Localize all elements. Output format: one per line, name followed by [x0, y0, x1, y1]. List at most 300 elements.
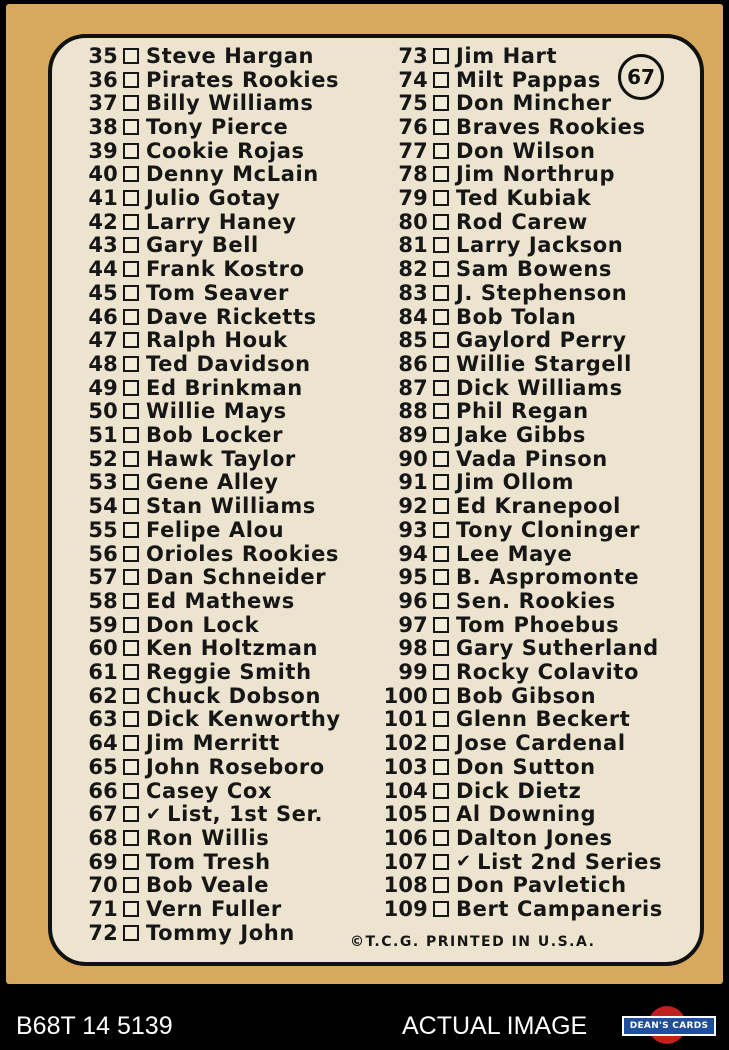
card-number: 72	[88, 920, 118, 945]
player-name: Rocky Colavito	[456, 660, 639, 685]
copyright-line: ©T.C.G. PRINTED IN U.S.A.	[350, 934, 596, 950]
card-number: 48	[88, 351, 118, 376]
player-name: Phil Regan	[456, 399, 589, 424]
checkbox[interactable]	[123, 261, 139, 277]
check-mark-icon: ✔	[146, 803, 162, 825]
card-number: 83	[398, 280, 428, 305]
player-name: Stan Williams	[146, 494, 316, 519]
card-number: 85	[398, 328, 428, 353]
player-name: Don Wilson	[456, 138, 596, 163]
checklist-item	[82, 257, 305, 281]
player-name: Braves Rookies	[456, 114, 646, 139]
player-name: Willie Mays	[146, 399, 287, 424]
checklist-item	[378, 850, 662, 874]
player-name: Ed Kranepool	[456, 494, 621, 519]
card-number: 77	[398, 138, 428, 163]
card-number: 81	[398, 233, 428, 258]
checklist-item	[378, 637, 659, 661]
player-name: Steve Hargan	[146, 43, 315, 68]
card-number: 78	[398, 162, 428, 187]
checklist-item	[378, 115, 646, 139]
card-number: 41	[88, 186, 118, 211]
card-number-badge: 67	[618, 54, 664, 100]
card-number: 103	[383, 754, 428, 779]
checkbox[interactable]	[123, 119, 139, 135]
player-name: Don Lock	[146, 612, 260, 637]
checkbox[interactable]	[433, 830, 449, 846]
player-name: Bob Veale	[146, 873, 270, 898]
checklist-item	[82, 637, 318, 661]
checkbox[interactable]	[433, 901, 449, 917]
checklist-item	[82, 447, 296, 471]
card-number: 95	[398, 565, 428, 590]
player-name: Gary Bell	[146, 233, 259, 258]
card-number: 37	[88, 91, 118, 116]
checklist-item	[378, 731, 626, 755]
checklist-item	[82, 802, 323, 826]
card-number: 67	[88, 802, 118, 827]
player-name: Chuck Dobson	[146, 683, 322, 708]
checklist-item	[82, 423, 283, 447]
checkbox[interactable]	[433, 380, 449, 396]
checkbox[interactable]	[123, 427, 139, 443]
card-number: 84	[398, 304, 428, 329]
checklist-item	[82, 613, 259, 637]
player-name: Don Mincher	[456, 91, 612, 116]
player-name: Jim Northrup	[456, 162, 616, 187]
checkbox[interactable]	[433, 877, 449, 893]
card-number: 63	[88, 707, 118, 732]
player-name: Tony Pierce	[146, 114, 289, 139]
card-number: 38	[88, 114, 118, 139]
checkbox[interactable]	[433, 664, 449, 680]
checklist-item	[378, 660, 639, 684]
checkbox[interactable]	[123, 640, 139, 656]
checklist-item	[378, 779, 582, 803]
checkbox[interactable]	[123, 546, 139, 562]
card-number: 50	[88, 399, 118, 424]
card-number: 65	[88, 754, 118, 779]
checkbox[interactable]	[433, 356, 449, 372]
player-name: Milt Pappas	[456, 67, 601, 92]
checkbox[interactable]	[123, 309, 139, 325]
checkbox[interactable]	[433, 237, 449, 253]
card-number: 36	[88, 67, 118, 92]
checklist-item	[378, 708, 630, 732]
card-number: 102	[383, 731, 428, 756]
checklist-item	[82, 850, 271, 874]
checkbox[interactable]	[123, 877, 139, 893]
card-number: 93	[398, 517, 428, 542]
checkbox[interactable]	[123, 688, 139, 704]
card-number: 56	[88, 541, 118, 566]
card-number: 75	[398, 91, 428, 116]
checkbox[interactable]	[433, 95, 449, 111]
player-name: Dalton Jones	[456, 825, 613, 850]
checkbox[interactable]	[433, 854, 449, 870]
player-name: Larry Haney	[146, 209, 297, 234]
player-name: Bert Campaneris	[456, 897, 663, 922]
card-number: 51	[88, 423, 118, 448]
checkbox[interactable]	[123, 166, 139, 182]
card-number: 90	[398, 446, 428, 471]
checkbox[interactable]	[433, 759, 449, 775]
checklist-item	[82, 44, 314, 68]
checklist-item	[82, 684, 321, 708]
checklist-item	[378, 305, 576, 329]
player-name: Reggie Smith	[146, 660, 312, 685]
checkbox[interactable]	[433, 617, 449, 633]
card-number: 109	[383, 897, 428, 922]
player-name: List 2nd Series	[477, 849, 663, 874]
checklist-item	[378, 234, 623, 258]
checklist-item	[82, 163, 319, 187]
card-number: 87	[398, 375, 428, 400]
checklist-item	[82, 874, 269, 898]
checklist-item	[378, 518, 640, 542]
checkbox[interactable]	[433, 214, 449, 230]
checkbox[interactable]	[433, 474, 449, 490]
checkbox[interactable]	[433, 72, 449, 88]
player-name: Julio Gotay	[146, 186, 281, 211]
player-name: Bob Gibson	[456, 683, 597, 708]
checkbox[interactable]	[433, 711, 449, 727]
player-name: Billy Williams	[146, 91, 314, 116]
checkbox[interactable]	[433, 546, 449, 562]
player-name: Tom Tresh	[146, 849, 271, 874]
player-name: Ed Mathews	[146, 588, 295, 613]
card-number: 70	[88, 873, 118, 898]
checkbox[interactable]	[123, 72, 139, 88]
logo-banner: DEAN'S CARDS	[622, 1016, 716, 1036]
checkbox[interactable]	[433, 593, 449, 609]
checklist-item	[82, 826, 269, 850]
card-number: 80	[398, 209, 428, 234]
card-number: 91	[398, 470, 428, 495]
card-number: 66	[88, 778, 118, 803]
player-name: Vern Fuller	[146, 897, 282, 922]
card-number: 82	[398, 257, 428, 282]
checkbox[interactable]	[433, 783, 449, 799]
checkbox[interactable]	[123, 95, 139, 111]
checkbox[interactable]	[433, 806, 449, 822]
checkbox[interactable]	[433, 403, 449, 419]
checkbox[interactable]	[123, 356, 139, 372]
card-number: 104	[383, 778, 428, 803]
checkbox[interactable]	[123, 403, 139, 419]
card-number: 58	[88, 588, 118, 613]
checklist-item	[378, 68, 601, 92]
checklist-item	[82, 376, 303, 400]
player-name: J. Stephenson	[456, 280, 628, 305]
checklist-item	[378, 897, 663, 921]
checklist-item	[378, 44, 557, 68]
checklist-item	[378, 423, 586, 447]
player-name: Frank Kostro	[146, 257, 305, 282]
player-name: Rod Carew	[456, 209, 588, 234]
checkbox[interactable]	[433, 451, 449, 467]
card-number: 69	[88, 849, 118, 874]
card-number: 94	[398, 541, 428, 566]
card-number: 76	[398, 114, 428, 139]
checklist-item	[82, 210, 297, 234]
checklist-item	[82, 731, 280, 755]
checklist-item	[378, 257, 612, 281]
checkbox[interactable]	[123, 190, 139, 206]
checkbox[interactable]	[123, 854, 139, 870]
player-name: Jim Ollom	[456, 470, 575, 495]
player-name: Glenn Beckert	[456, 707, 631, 732]
checklist-item	[378, 802, 596, 826]
card-number: 98	[398, 636, 428, 661]
checkbox[interactable]	[433, 285, 449, 301]
card-number: 73	[398, 43, 428, 68]
player-name: Tom Phoebus	[456, 612, 620, 637]
checklist-item	[82, 755, 325, 779]
checkbox[interactable]	[433, 522, 449, 538]
player-name: Al Downing	[456, 802, 597, 827]
player-name: Sen. Rookies	[456, 588, 616, 613]
player-name: Pirates Rookies	[146, 67, 340, 92]
player-name: Jose Cardenal	[456, 731, 626, 756]
player-name: Sam Bowens	[456, 257, 613, 282]
player-name: Vada Pinson	[456, 446, 608, 471]
card-number: 60	[88, 636, 118, 661]
checklist-item	[82, 305, 317, 329]
checkbox[interactable]	[123, 593, 139, 609]
checkbox[interactable]	[123, 901, 139, 917]
card-number: 97	[398, 612, 428, 637]
player-name: Ted Kubiak	[456, 186, 592, 211]
checklist-item	[378, 589, 616, 613]
card-number: 44	[88, 257, 118, 282]
card-number: 39	[88, 138, 118, 163]
checklist-item	[378, 210, 588, 234]
player-name: Ralph Houk	[146, 328, 288, 353]
player-name: Bob Locker	[146, 423, 284, 448]
checklist-item	[378, 613, 619, 637]
player-name: Dick Dietz	[456, 778, 582, 803]
checklist-item	[82, 352, 311, 376]
checkbox[interactable]	[123, 237, 139, 253]
checklist-item	[82, 708, 341, 732]
checklist-item	[378, 471, 574, 495]
checklist-item	[82, 400, 287, 424]
checkbox[interactable]	[123, 332, 139, 348]
card-number: 53	[88, 470, 118, 495]
checklist-item	[82, 921, 295, 945]
player-name: Hawk Taylor	[146, 446, 296, 471]
card-number: 99	[398, 660, 428, 685]
checklist-item	[378, 447, 608, 471]
player-name: Felipe Alou	[146, 517, 285, 542]
card-id: B68T 14 5139	[16, 1012, 173, 1040]
checkbox[interactable]	[123, 783, 139, 799]
deans-cards-logo	[622, 1006, 716, 1044]
checkbox[interactable]	[123, 711, 139, 727]
checkbox[interactable]	[123, 925, 139, 941]
checkbox[interactable]	[433, 640, 449, 656]
checkbox[interactable]	[123, 285, 139, 301]
card-number: 106	[383, 825, 428, 850]
checklist-item	[378, 91, 612, 115]
player-name: Gene Alley	[146, 470, 279, 495]
card-number: 42	[88, 209, 118, 234]
player-name: Ed Brinkman	[146, 375, 303, 400]
check-mark-icon: ✔	[456, 851, 472, 873]
player-name: Tom Seaver	[146, 280, 289, 305]
player-name: Dick Kenworthy	[146, 707, 341, 732]
checklist-item	[82, 281, 289, 305]
player-name: Jake Gibbs	[456, 423, 586, 448]
checklist-item	[82, 494, 316, 518]
baseball-card	[6, 4, 723, 984]
player-name: John Roseboro	[146, 754, 325, 779]
checkbox[interactable]	[123, 143, 139, 159]
card-number: 101	[383, 707, 428, 732]
checklist-item	[82, 471, 279, 495]
card-number: 96	[398, 588, 428, 613]
checklist-item	[378, 328, 627, 352]
card-number: 105	[383, 802, 428, 827]
checklist-item	[378, 826, 613, 850]
card-number: 71	[88, 897, 118, 922]
checklist-item	[82, 565, 326, 589]
card-number: 108	[383, 873, 428, 898]
checklist-item	[82, 234, 259, 258]
card-number: 45	[88, 280, 118, 305]
checkbox[interactable]	[433, 427, 449, 443]
checkbox[interactable]	[123, 380, 139, 396]
player-name: Gaylord Perry	[456, 328, 627, 353]
card-number: 61	[88, 660, 118, 685]
checklist-item	[378, 400, 589, 424]
checklist-item	[82, 139, 305, 163]
footer-bar	[0, 1000, 729, 1050]
checkbox[interactable]	[123, 451, 139, 467]
checklist-item	[82, 589, 295, 613]
checklist-item	[82, 186, 280, 210]
player-name: Dave Ricketts	[146, 304, 317, 329]
player-name: Bob Tolan	[456, 304, 577, 329]
checkbox[interactable]	[433, 48, 449, 64]
checkbox[interactable]	[123, 474, 139, 490]
card-number: 79	[398, 186, 428, 211]
checkbox[interactable]	[123, 806, 139, 822]
checklist-item	[82, 91, 314, 115]
checklist-item	[378, 376, 623, 400]
card-number: 107	[383, 849, 428, 874]
card-number: 43	[88, 233, 118, 258]
player-name: Don Sutton	[456, 754, 596, 779]
checklist-item	[378, 163, 615, 187]
player-name: Jim Hart	[456, 43, 558, 68]
checklist-item	[82, 779, 272, 803]
checklist-item	[378, 684, 596, 708]
checkbox[interactable]	[433, 119, 449, 135]
checklist-item	[82, 328, 288, 352]
player-name: Lee Maye	[456, 541, 573, 566]
checkbox[interactable]	[433, 190, 449, 206]
player-name: Ted Davidson	[146, 351, 311, 376]
checklist-item	[378, 139, 596, 163]
player-name: Gary Sutherland	[456, 636, 659, 661]
player-name: Larry Jackson	[456, 233, 624, 258]
checkbox[interactable]	[123, 522, 139, 538]
player-name: Willie Stargell	[456, 351, 632, 376]
player-name: Jim Merritt	[146, 731, 280, 756]
card-number: 88	[398, 399, 428, 424]
checklist-item	[378, 874, 627, 898]
checkbox[interactable]	[433, 309, 449, 325]
player-name: Casey Cox	[146, 778, 273, 803]
checkbox[interactable]	[123, 48, 139, 64]
checklist-item	[82, 897, 282, 921]
player-name: Orioles Rookies	[146, 541, 340, 566]
checklist-item	[378, 186, 591, 210]
player-name: Dick Williams	[456, 375, 623, 400]
player-name: List, 1st Ser.	[167, 802, 324, 827]
checkbox[interactable]	[433, 143, 449, 159]
card-number: 46	[88, 304, 118, 329]
checkbox[interactable]	[123, 214, 139, 230]
card-number: 35	[88, 43, 118, 68]
checkbox[interactable]	[123, 569, 139, 585]
card-number: 86	[398, 351, 428, 376]
card-number: 92	[398, 494, 428, 519]
checklist-item	[378, 542, 572, 566]
card-number: 47	[88, 328, 118, 353]
card-number: 49	[88, 375, 118, 400]
player-name: B. Aspromonte	[456, 565, 640, 590]
checkbox[interactable]	[123, 617, 139, 633]
card-number: 57	[88, 565, 118, 590]
checkbox[interactable]	[433, 569, 449, 585]
player-name: Ron Willis	[146, 825, 270, 850]
checkbox[interactable]	[433, 261, 449, 277]
checkbox[interactable]	[123, 664, 139, 680]
checkbox[interactable]	[123, 759, 139, 775]
checkbox[interactable]	[123, 830, 139, 846]
card-number: 52	[88, 446, 118, 471]
checkbox[interactable]	[123, 498, 139, 514]
checkbox[interactable]	[433, 166, 449, 182]
card-number: 64	[88, 731, 118, 756]
checklist-item	[378, 281, 627, 305]
checklist-item	[378, 494, 621, 518]
checklist-item	[82, 518, 284, 542]
player-name: Tommy John	[146, 920, 295, 945]
checkbox[interactable]	[433, 332, 449, 348]
checklist-item	[378, 352, 632, 376]
checkbox[interactable]	[123, 735, 139, 751]
player-name: Ken Holtzman	[146, 636, 319, 661]
card-number: 59	[88, 612, 118, 637]
card-number: 40	[88, 162, 118, 187]
card-number: 55	[88, 517, 118, 542]
checklist-item	[378, 755, 596, 779]
card-number: 54	[88, 494, 118, 519]
player-name: Tony Cloninger	[456, 517, 641, 542]
card-number: 74	[398, 67, 428, 92]
checkbox[interactable]	[433, 498, 449, 514]
player-name: Don Pavletich	[456, 873, 627, 898]
player-name: Denny McLain	[146, 162, 319, 187]
checkbox[interactable]	[433, 688, 449, 704]
card-number: 100	[383, 683, 428, 708]
checkbox[interactable]	[433, 735, 449, 751]
card-number: 89	[398, 423, 428, 448]
